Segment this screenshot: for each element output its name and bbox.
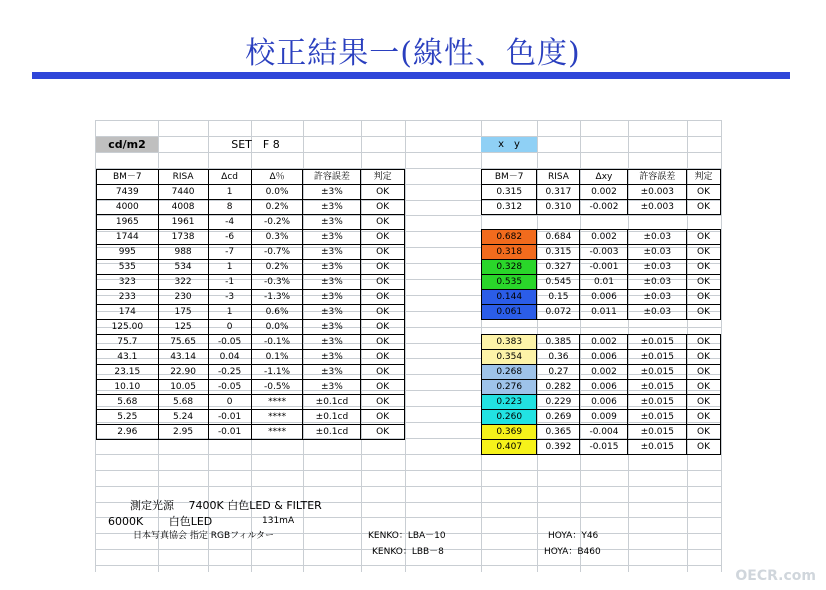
- table-cell: 0.002: [580, 230, 628, 245]
- table-cell: 0.317: [537, 185, 580, 200]
- table-row: [97, 275, 405, 290]
- table-cell: 0.1%: [251, 350, 303, 365]
- table-cell: 0: [208, 395, 251, 410]
- table-cell: 5.24: [158, 410, 208, 425]
- table-cell: 7439: [97, 185, 159, 200]
- table-cell: [537, 320, 580, 335]
- table-row: [482, 215, 721, 230]
- page-title: 校正結果一(線性、色度): [245, 36, 581, 71]
- table-cell: 535: [97, 260, 159, 275]
- table-cell: ****: [251, 425, 303, 440]
- table-cell: -0.2%: [251, 215, 303, 230]
- table-cell: 0.365: [537, 425, 580, 440]
- table-cell: ±3%: [303, 365, 361, 380]
- table-cell: OK: [687, 350, 721, 365]
- column-header: Δcd: [208, 170, 251, 185]
- table-row: [97, 200, 405, 215]
- column-header: Δxy: [580, 170, 628, 185]
- column-header: 判定: [687, 170, 721, 185]
- table-cell: 10.10: [97, 380, 159, 395]
- table-row: [482, 200, 721, 215]
- table-cell: -7: [208, 245, 251, 260]
- table-cell: 534: [158, 260, 208, 275]
- table-row: [482, 410, 721, 425]
- table-cell: ±0.015: [628, 380, 687, 395]
- table-cell: 0.223: [482, 395, 537, 410]
- table-cell: 174: [97, 305, 159, 320]
- table-cell: OK: [361, 290, 405, 305]
- grid-row-line: [95, 136, 721, 137]
- table-cell: ±3%: [303, 245, 361, 260]
- table-row: [482, 440, 721, 455]
- table-cell: 0.327: [537, 260, 580, 275]
- table-cell: 0.354: [482, 350, 537, 365]
- table-cell: 0.260: [482, 410, 537, 425]
- table-cell: OK: [687, 335, 721, 350]
- table-cell: 0.002: [580, 185, 628, 200]
- table-cell: 0.2%: [251, 260, 303, 275]
- table-cell: -0.7%: [251, 245, 303, 260]
- table-cell: ±0.03: [628, 305, 687, 320]
- table-cell: 7440: [158, 185, 208, 200]
- table-row: [482, 260, 721, 275]
- table-cell: 0.682: [482, 230, 537, 245]
- table-cell: ±0.015: [628, 425, 687, 440]
- table-cell: OK: [687, 365, 721, 380]
- table-cell: OK: [361, 320, 405, 335]
- set-label: SET F 8: [231, 138, 280, 151]
- table-cell: OK: [361, 395, 405, 410]
- table-cell: [482, 215, 537, 230]
- table-cell: ±0.015: [628, 395, 687, 410]
- table-cell: ±0.03: [628, 245, 687, 260]
- table-cell: ±3%: [303, 260, 361, 275]
- table-cell: 125: [158, 320, 208, 335]
- unit-label: cd/m2: [96, 137, 158, 152]
- table-cell: ±0.015: [628, 365, 687, 380]
- table-cell: OK: [687, 200, 721, 215]
- table-cell: 0.385: [537, 335, 580, 350]
- table-cell: 0.684: [537, 230, 580, 245]
- table-cell: ±3%: [303, 275, 361, 290]
- table-cell: -0.25: [208, 365, 251, 380]
- table-row: [482, 365, 721, 380]
- table-cell: 5.68: [97, 395, 159, 410]
- table-cell: 0.282: [537, 380, 580, 395]
- table-cell: 323: [97, 275, 159, 290]
- table-cell: OK: [361, 410, 405, 425]
- table-cell: OK: [361, 305, 405, 320]
- table-cell: -0.001: [580, 260, 628, 275]
- table-cell: -3: [208, 290, 251, 305]
- table-cell: 0.229: [537, 395, 580, 410]
- table-cell: OK: [361, 380, 405, 395]
- table-row: [482, 275, 721, 290]
- table-row: [97, 185, 405, 200]
- table-cell: OK: [687, 230, 721, 245]
- table-cell: ±0.015: [628, 335, 687, 350]
- table-cell: [687, 215, 721, 230]
- table-cell: 1738: [158, 230, 208, 245]
- table-cell: ±3%: [303, 350, 361, 365]
- table-cell: 0.04: [208, 350, 251, 365]
- grid-row-line: [95, 486, 721, 487]
- table-cell: ±0.003: [628, 185, 687, 200]
- table-cell: ±3%: [303, 185, 361, 200]
- table-cell: 0: [208, 320, 251, 335]
- table-cell: 0.276: [482, 380, 537, 395]
- table-cell: 0.318: [482, 245, 537, 260]
- table-row: [97, 350, 405, 365]
- table-cell: 0.2%: [251, 200, 303, 215]
- grid-row-line: [95, 152, 721, 153]
- table-cell: -0.05: [208, 380, 251, 395]
- table-cell: ****: [251, 410, 303, 425]
- table-cell: 10.05: [158, 380, 208, 395]
- table-cell: ±0.03: [628, 230, 687, 245]
- table-cell: 0.0%: [251, 320, 303, 335]
- table-row: [97, 335, 405, 350]
- table-cell: -1.3%: [251, 290, 303, 305]
- table-cell: 0.006: [580, 395, 628, 410]
- table-cell: 0.072: [537, 305, 580, 320]
- table-row: [482, 425, 721, 440]
- table-cell: 1961: [158, 215, 208, 230]
- column-header: Δ％: [251, 170, 303, 185]
- chromaticity-table: [481, 169, 721, 455]
- table-cell: -0.5%: [251, 380, 303, 395]
- table-cell: ±0.015: [628, 410, 687, 425]
- table-cell: 0.006: [580, 350, 628, 365]
- table-cell: 1744: [97, 230, 159, 245]
- table-cell: 5.25: [97, 410, 159, 425]
- table-cell: -0.01: [208, 410, 251, 425]
- light-source-note: 測定光源 7400K 白色LED & FILTER: [130, 499, 322, 512]
- table-cell: 4000: [97, 200, 159, 215]
- hoya-filter-2: HOYA：B460: [544, 547, 601, 557]
- table-cell: 0.392: [537, 440, 580, 455]
- current-note: 131mA: [262, 516, 295, 526]
- table-cell: 43.14: [158, 350, 208, 365]
- table-cell: ±0.015: [628, 350, 687, 365]
- table-cell: [580, 320, 628, 335]
- table-row: [482, 320, 721, 335]
- table-row: [97, 320, 405, 335]
- table-cell: [628, 320, 687, 335]
- table-row: [97, 425, 405, 440]
- table-cell: ±0.015: [628, 440, 687, 455]
- table-cell: 0.006: [580, 290, 628, 305]
- table-cell: 0.15: [537, 290, 580, 305]
- table-cell: OK: [687, 395, 721, 410]
- table-row: [482, 305, 721, 320]
- filter-spec-note: 日本写真協会 指定 RGBフィルター: [133, 531, 275, 541]
- table-row: [482, 230, 721, 245]
- table-row: [97, 410, 405, 425]
- table-cell: ±3%: [303, 230, 361, 245]
- table-cell: OK: [687, 290, 721, 305]
- table-cell: ±3%: [303, 200, 361, 215]
- table-row: [97, 245, 405, 260]
- column-header: 許容誤差: [628, 170, 687, 185]
- table-row: [97, 260, 405, 275]
- table-cell: OK: [361, 200, 405, 215]
- table-row: [482, 290, 721, 305]
- table-cell: [537, 215, 580, 230]
- table-cell: 233: [97, 290, 159, 305]
- table-row: [482, 380, 721, 395]
- table-cell: [580, 215, 628, 230]
- table-cell: ±3%: [303, 380, 361, 395]
- table-cell: OK: [361, 185, 405, 200]
- led-6000k-note: 6000K 白色LED: [108, 515, 213, 528]
- table-cell: ±0.1cd: [303, 395, 361, 410]
- table-cell: -0.004: [580, 425, 628, 440]
- table-cell: OK: [361, 260, 405, 275]
- table-cell: ±0.03: [628, 275, 687, 290]
- table-cell: 995: [97, 245, 159, 260]
- table-cell: ****: [251, 395, 303, 410]
- table-cell: 0.009: [580, 410, 628, 425]
- xy-label: x y: [481, 137, 537, 152]
- table-cell: 230: [158, 290, 208, 305]
- table-cell: 0.407: [482, 440, 537, 455]
- table-cell: OK: [687, 425, 721, 440]
- table-row: [482, 350, 721, 365]
- table-cell: 0.545: [537, 275, 580, 290]
- table-cell: ±3%: [303, 335, 361, 350]
- table-cell: -0.1%: [251, 335, 303, 350]
- table-cell: 322: [158, 275, 208, 290]
- table-cell: ±3%: [303, 320, 361, 335]
- table-cell: -0.3%: [251, 275, 303, 290]
- table-cell: OK: [361, 350, 405, 365]
- table-cell: 0.315: [537, 245, 580, 260]
- table-cell: ±3%: [303, 305, 361, 320]
- table-row: [97, 305, 405, 320]
- table-cell: 43.1: [97, 350, 159, 365]
- table-cell: 0.36: [537, 350, 580, 365]
- table-cell: 0.061: [482, 305, 537, 320]
- table-row: [482, 335, 721, 350]
- table-cell: [687, 320, 721, 335]
- table-cell: 22.90: [158, 365, 208, 380]
- column-header: 判定: [361, 170, 405, 185]
- table-row: [97, 395, 405, 410]
- table-cell: 0.006: [580, 380, 628, 395]
- table-cell: -0.002: [580, 200, 628, 215]
- table-cell: -0.003: [580, 245, 628, 260]
- table-cell: OK: [687, 245, 721, 260]
- table-cell: 0.312: [482, 200, 537, 215]
- table-cell: 0.268: [482, 365, 537, 380]
- luminance-table: [96, 169, 405, 440]
- table-cell: -4: [208, 215, 251, 230]
- table-row: [482, 395, 721, 410]
- table-cell: OK: [687, 185, 721, 200]
- table-cell: ±3%: [303, 290, 361, 305]
- table-cell: ±3%: [303, 215, 361, 230]
- column-header: BM－7: [482, 170, 537, 185]
- table-cell: 0.315: [482, 185, 537, 200]
- table-cell: 0.3%: [251, 230, 303, 245]
- table-cell: 175: [158, 305, 208, 320]
- table-cell: OK: [361, 365, 405, 380]
- table-cell: 0.269: [537, 410, 580, 425]
- table-cell: 0.002: [580, 365, 628, 380]
- grid-column-line: [405, 120, 406, 572]
- table-cell: 125.00: [97, 320, 159, 335]
- table-cell: OK: [687, 410, 721, 425]
- table-cell: [628, 215, 687, 230]
- grid-row-line: [95, 470, 721, 471]
- table-cell: ±0.03: [628, 260, 687, 275]
- column-header: BM－7: [97, 170, 159, 185]
- table-row: [97, 230, 405, 245]
- table-cell: OK: [687, 380, 721, 395]
- kenko-filter-2: KENKO：LBB－8: [372, 547, 444, 557]
- table-cell: 0.328: [482, 260, 537, 275]
- grid-row-line: [95, 120, 721, 121]
- table-cell: OK: [687, 260, 721, 275]
- table-cell: ±0.1cd: [303, 425, 361, 440]
- table-cell: OK: [687, 275, 721, 290]
- table-cell: 0.144: [482, 290, 537, 305]
- table-cell: [482, 320, 537, 335]
- table-cell: 1965: [97, 215, 159, 230]
- table-cell: 1: [208, 305, 251, 320]
- table-row: [97, 290, 405, 305]
- table-cell: OK: [361, 215, 405, 230]
- table-cell: 0.27: [537, 365, 580, 380]
- table-cell: 23.15: [97, 365, 159, 380]
- table-row: [97, 215, 405, 230]
- table-cell: OK: [361, 425, 405, 440]
- table-cell: -1.1%: [251, 365, 303, 380]
- table-cell: OK: [687, 305, 721, 320]
- table-cell: 2.96: [97, 425, 159, 440]
- table-cell: -0.01: [208, 425, 251, 440]
- table-cell: 0.369: [482, 425, 537, 440]
- table-cell: -0.015: [580, 440, 628, 455]
- table-cell: -0.05: [208, 335, 251, 350]
- column-header: RISA: [537, 170, 580, 185]
- table-cell: 988: [158, 245, 208, 260]
- table-cell: 4008: [158, 200, 208, 215]
- table-cell: 0.0%: [251, 185, 303, 200]
- table-cell: 0.01: [580, 275, 628, 290]
- grid-column-line: [721, 120, 722, 572]
- column-header: RISA: [158, 170, 208, 185]
- table-cell: OK: [361, 275, 405, 290]
- table-cell: 0.383: [482, 335, 537, 350]
- table-cell: 75.65: [158, 335, 208, 350]
- table-cell: 0.011: [580, 305, 628, 320]
- table-cell: 0.6%: [251, 305, 303, 320]
- title-underline: [32, 72, 790, 79]
- table-cell: 5.68: [158, 395, 208, 410]
- grid-row-line: [95, 565, 721, 566]
- table-cell: 1: [208, 185, 251, 200]
- table-row: [97, 380, 405, 395]
- table-cell: 0.002: [580, 335, 628, 350]
- watermark: OECR.com: [735, 568, 816, 584]
- table-cell: 8: [208, 200, 251, 215]
- table-cell: 75.7: [97, 335, 159, 350]
- table-cell: OK: [361, 335, 405, 350]
- table-cell: 1: [208, 260, 251, 275]
- kenko-filter-1: KENKO：LBA－10: [368, 531, 446, 541]
- table-cell: 2.95: [158, 425, 208, 440]
- hoya-filter-1: HOYA：Y46: [548, 531, 599, 541]
- table-cell: 0.310: [537, 200, 580, 215]
- table-cell: OK: [361, 245, 405, 260]
- table-cell: ±0.003: [628, 200, 687, 215]
- table-row: [482, 245, 721, 260]
- table-cell: OK: [361, 230, 405, 245]
- table-cell: -1: [208, 275, 251, 290]
- table-cell: ±0.03: [628, 290, 687, 305]
- table-cell: OK: [687, 440, 721, 455]
- column-header: 許容誤差: [303, 170, 361, 185]
- table-row: [97, 365, 405, 380]
- table-cell: -6: [208, 230, 251, 245]
- table-row: [482, 185, 721, 200]
- table-cell: ±0.1cd: [303, 410, 361, 425]
- table-cell: 0.535: [482, 275, 537, 290]
